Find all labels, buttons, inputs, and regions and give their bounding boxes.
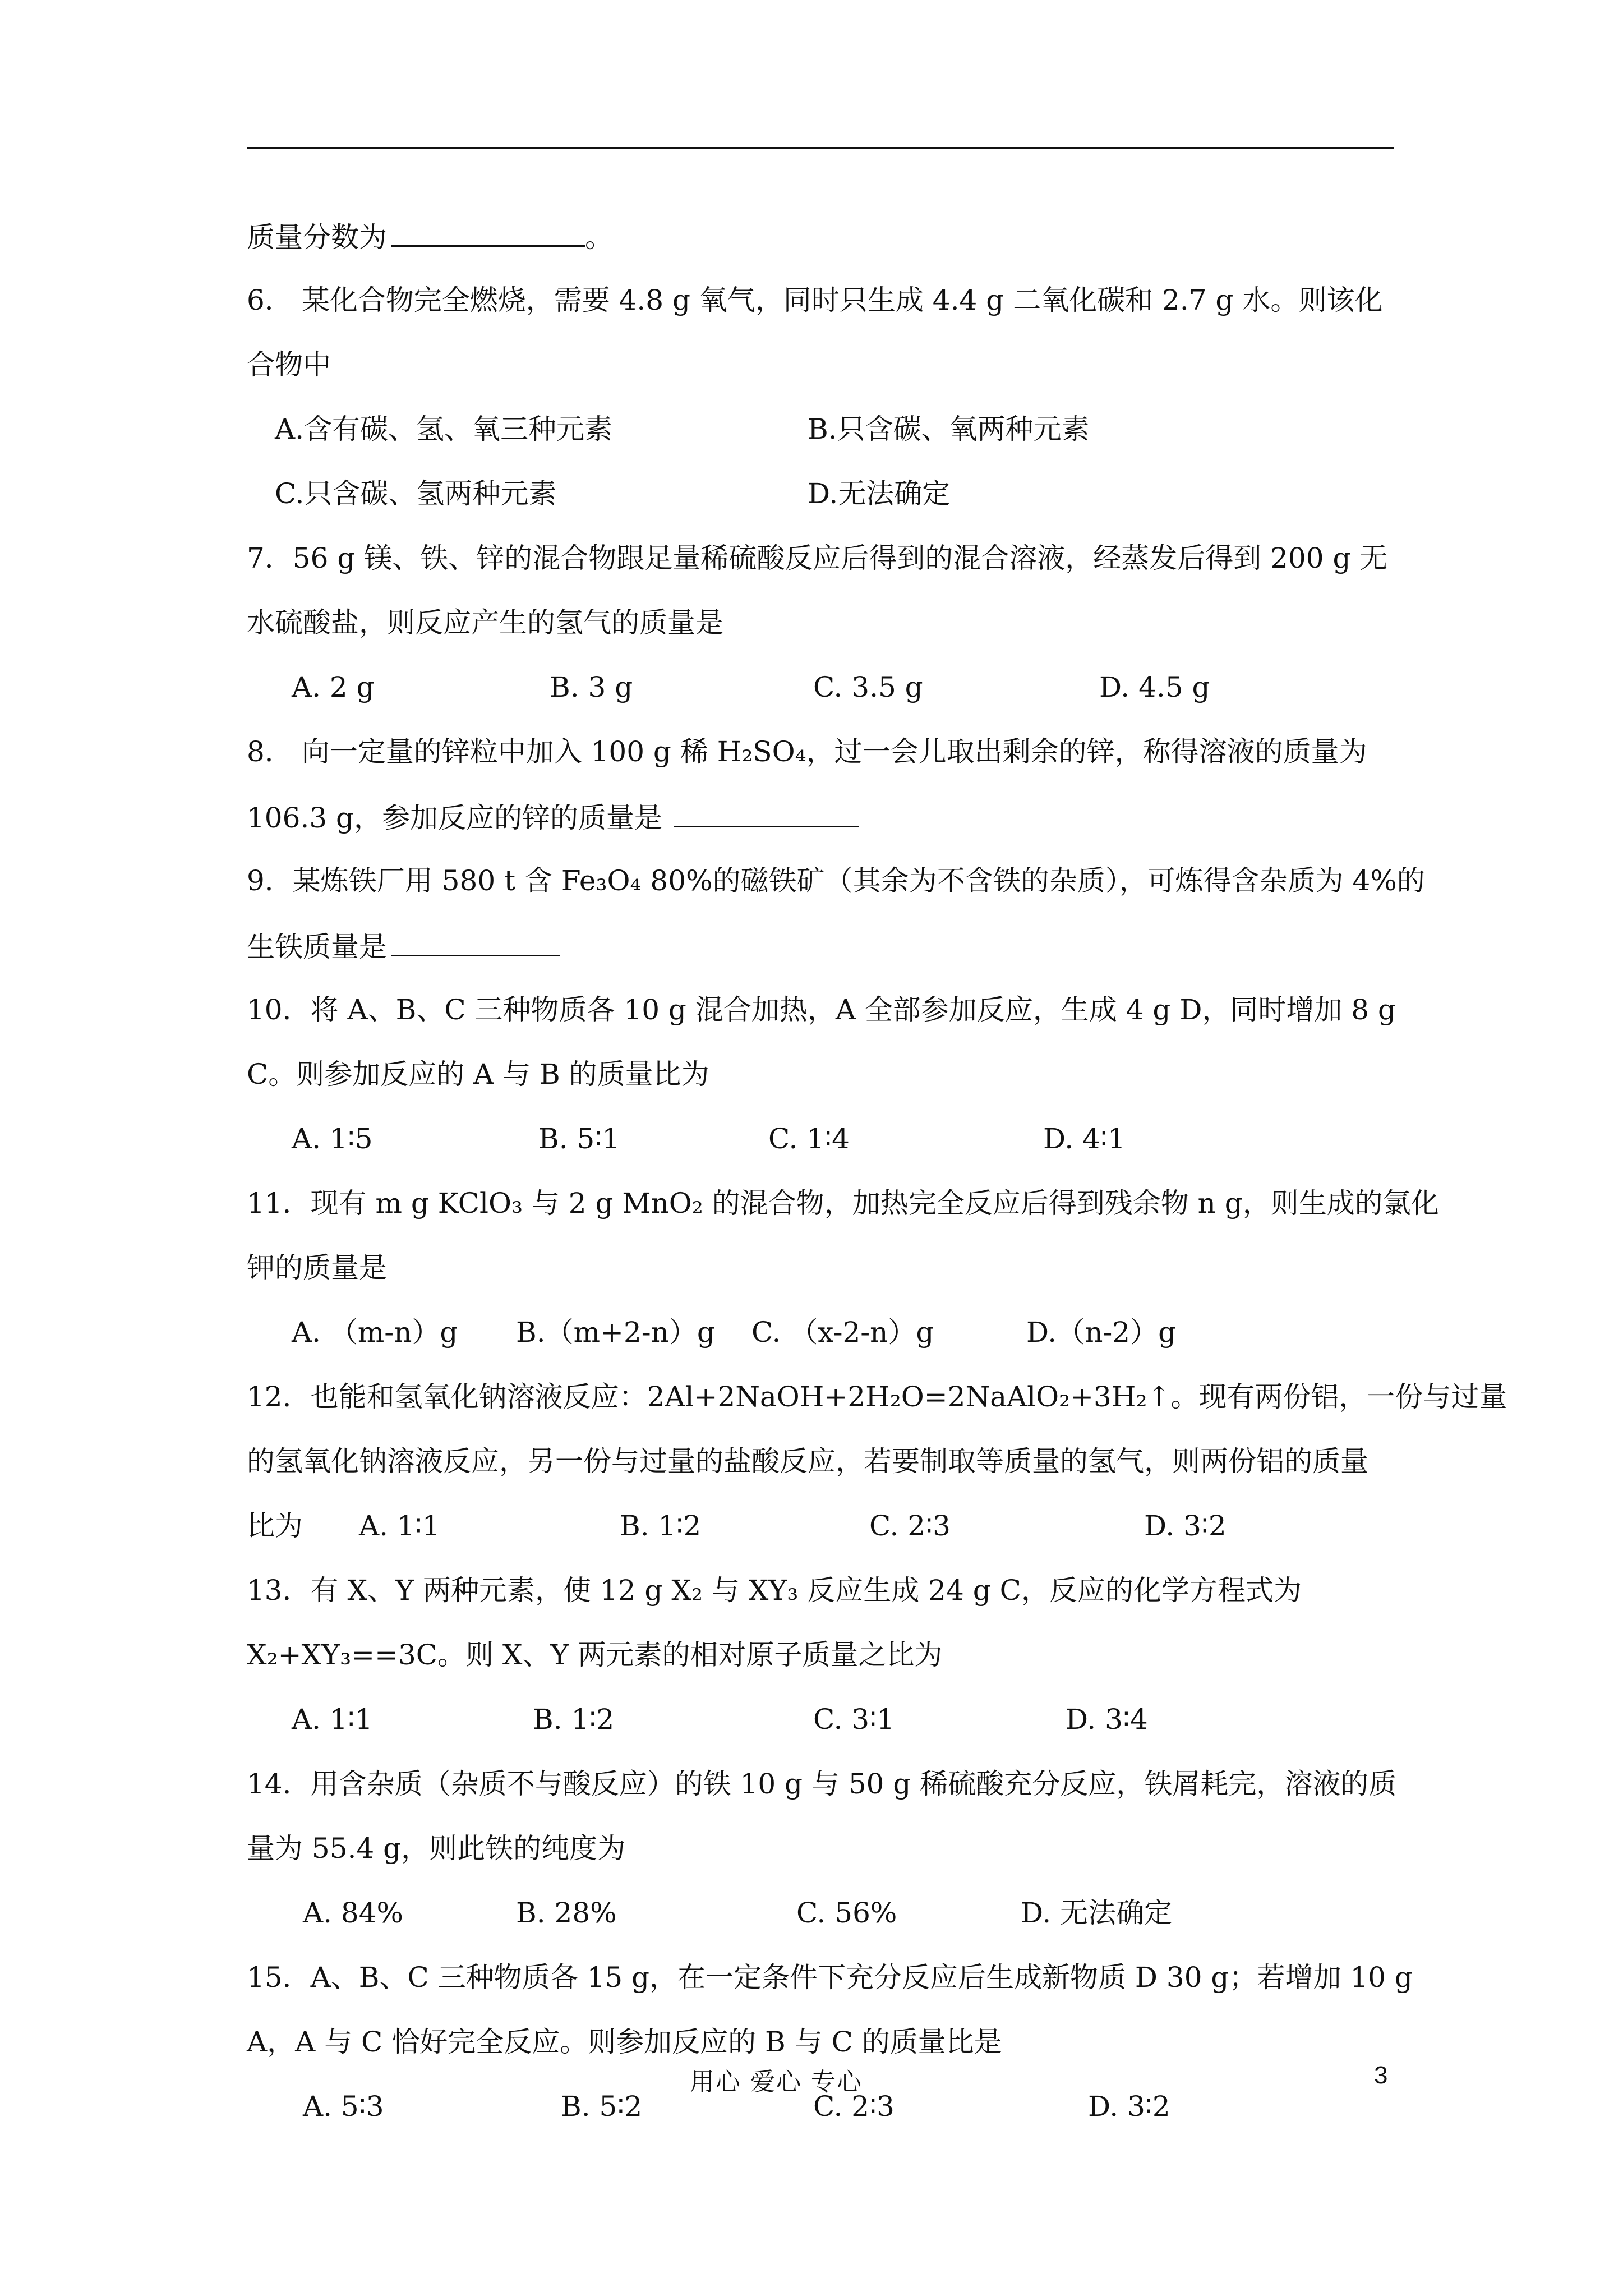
q13-option-d: D. 3∶4 [1066, 1703, 1148, 1736]
question-14-line-2: 量为 55.4 g，则此铁的纯度为 [247, 1832, 626, 1865]
q14-option-a: A. 84% [303, 1897, 404, 1929]
question-12-line-3: 比为 [247, 1510, 303, 1542]
q7-option-c: C. 3.5 g [813, 671, 923, 703]
question-10-line-2: C。则参加反应的 A 与 B 的质量比为 [247, 1058, 709, 1091]
q12-option-a: A. 1∶1 [359, 1510, 440, 1542]
q10-option-c: C. 1∶4 [768, 1122, 850, 1155]
q15-option-a: A. 5∶3 [303, 2090, 384, 2123]
q12-option-b: B. 1∶2 [620, 1510, 702, 1542]
question-15-line-2: A，A 与 C 恰好完全反应。则参加反应的 B 与 C 的质量比是 [247, 2026, 1002, 2058]
q15-option-c: C. 2∶3 [813, 2090, 895, 2123]
q10-option-a: A. 1∶5 [292, 1122, 373, 1155]
answer-blank [391, 926, 560, 956]
question-10-line-1: 10．将 A、B、C 三种物质各 10 g 混合加热，A 全部参加反应，生成 4 g D，同时增加 8 g [247, 993, 1396, 1026]
q12-option-c: C. 2∶3 [869, 1510, 951, 1542]
q10-option-d: D. 4∶1 [1043, 1122, 1126, 1155]
q12-option-d: D. 3∶2 [1144, 1510, 1227, 1542]
q10-option-b: B. 5∶1 [538, 1122, 620, 1155]
q13-option-c: C. 3∶1 [813, 1703, 895, 1736]
q7-option-a: A. 2 g [292, 671, 375, 703]
q13-option-b: B. 1∶2 [533, 1703, 615, 1736]
question-11-line-2: 钾的质量是 [247, 1251, 387, 1284]
answer-blank [391, 216, 585, 247]
q11-option-d: D.（n-2）g [1026, 1316, 1177, 1349]
answer-blank [674, 797, 859, 827]
question-14-line-1: 14．用含杂质（杂质不与酸反应）的铁 10 g 与 50 g 稀硫酸充分反应，铁屑耗完，溶液的质 [247, 1768, 1397, 1800]
page-number: 3 [1374, 2062, 1388, 2089]
question-9-line-2: 生铁质量是 [247, 926, 560, 965]
question-7-line-2: 水硫酸盐，则反应产生的氢气的质量是 [247, 606, 723, 639]
question-11-line-1: 11．现有 m g KClO₃ 与 2 g MnO₂ 的混合物，加热完全反应后得到残余物 n g，则生成的氯化 [247, 1187, 1439, 1220]
question-6-line-2: 合物中 [247, 348, 331, 381]
q13-option-a: A. 1∶1 [292, 1703, 373, 1736]
q7-option-b: B. 3 g [550, 671, 633, 703]
q6-option-c: C.只含碳、氢两种元素 [275, 477, 557, 510]
question-6-line-1: 6． 某化合物完全燃烧，需要 4.8 g 氧气，同时只生成 4.4 g 二氧化碳和 2.7 g 水。则该化 [247, 284, 1383, 316]
q6-option-a: A.含有碳、氢、氧三种元素 [275, 413, 613, 445]
question-13-line-1: 13．有 X、Y 两种元素，使 12 g X₂ 与 XY₃ 反应生成 24 g C，反应的化学方程式为 [247, 1574, 1302, 1607]
question-8-line-1: 8． 向一定量的锌粒中加入 100 g 稀 H₂SO₄，过一会儿取出剩余的锌，称得溶液的质量为 [247, 735, 1367, 768]
q14-option-c: C. 56% [796, 1897, 897, 1929]
footer-motto: 用心 爱心 专心 [690, 2068, 863, 2096]
q15-option-d: D. 3∶2 [1088, 2090, 1170, 2123]
q14-option-d: D. 无法确定 [1021, 1897, 1173, 1929]
question-9-line-1: 9．某炼铁厂用 580 t 含 Fe₃O₄ 80%的磁铁矿（其余为不含铁的杂质），可炼得含杂质为 4%的 [247, 864, 1425, 897]
question-15-line-1: 15．A、B、C 三种物质各 15 g，在一定条件下充分反应后生成新物质 D 30 g；若增加 10 g [247, 1961, 1413, 1994]
q11-option-a: A. （m-n）g [292, 1316, 458, 1349]
q15-option-b: B. 5∶2 [561, 2090, 643, 2123]
question-12-line-2: 的氢氧化钠溶液反应，另一份与过量的盐酸反应，若要制取等质量的氢气，则两份铝的质量 [247, 1445, 1368, 1478]
q6-option-d: D.无法确定 [808, 477, 951, 510]
question-12-line-1: 12．也能和氢氧化钠溶液反应：2Al+2NaOH+2H₂O=2NaAlO₂+3H₂↑。现有两份铝，一份与过量 [247, 1381, 1507, 1413]
header-rule [247, 147, 1394, 149]
q11-option-b: B.（m+2-n）g [516, 1316, 715, 1349]
question-7-line-1: 7．56 g 镁、铁、锌的混合物跟足量稀硫酸反应后得到的混合溶液，经蒸发后得到 200 g 无 [247, 542, 1388, 574]
question-13-line-2: X₂+XY₃==3C。则 X、Y 两元素的相对原子质量之比为 [247, 1639, 943, 1671]
question-8-line-2: 106.3 g，参加反应的锌的质量是 [247, 797, 859, 836]
q11-option-c: C. （x-2-n）g [751, 1316, 934, 1349]
q7-option-d: D. 4.5 g [1099, 671, 1210, 703]
page-footer [0, 2062, 1623, 2101]
intro-line: 质量分数为 。 [247, 216, 613, 255]
q14-option-b: B. 28% [516, 1897, 617, 1929]
q6-option-b: B.只含碳、氧两种元素 [808, 413, 1090, 445]
